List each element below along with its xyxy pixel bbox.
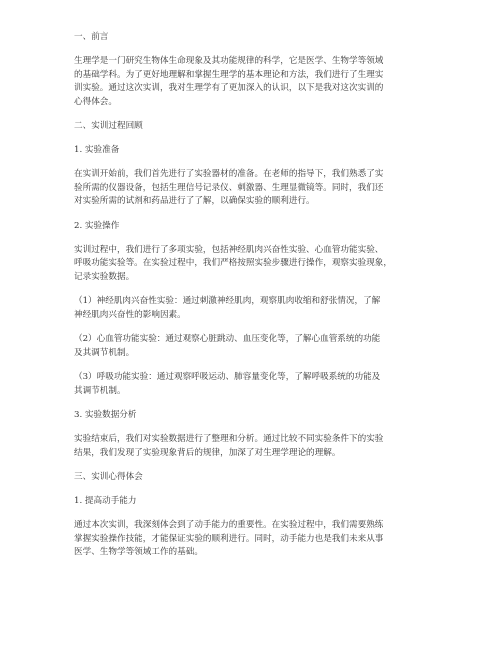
- paragraph-preface: 生理学是一门研究生物体生命现象及其功能规律的科学，它是医学、生物学等领域 的基础学科。为了更好地理解和掌握生理学的基本理论和方法，我们进行了生理实 训实验。通过这次实训，我对生理学有了更加深入的认识，以下是我对这次实训的 心得体会。: [74, 56, 384, 107]
- list-item-neuromuscular: （1）神经肌肉兴奋性实验：通过刺激神经肌肉，观察肌肉收缩和舒张情况，了解 神经肌肉兴奋性的影响因素。: [74, 296, 381, 320]
- subheading-hands-on: 1. 提高动手能力: [74, 496, 137, 506]
- paragraph-data-analysis: 实验结束后，我们对实验数据进行了整理和分析。通过比较不同实验条件下的实验 结果，我们发现了实验现象背后的规律，加深了对生理学理论的理解。: [74, 434, 384, 458]
- paragraph-operation: 实训过程中，我们进行了多项实验，包括神经肌肉兴奋性实验、心血管功能实验、 呼吸功能实验等。在实验过程中，我们严格按照实验步骤进行操作，观察实验现象， 记录实验数据。: [74, 244, 392, 282]
- section-heading-preface: 一、前言: [74, 32, 109, 42]
- paragraph-hands-on: 通过本次实训，我深刻体会到了动手能力的重要性。在实验过程中，我们需要熟练 掌握实验操作技能，才能保证实验的顺利进行。同时，动手能力也是我们未来从事 医学、生物学等领域工作的基础。: [74, 520, 384, 557]
- subheading-data-analysis: 3. 实验数据分析: [74, 410, 137, 420]
- section-heading-insights: 三、实训心得体会: [74, 472, 143, 482]
- section-heading-review: 二、实训过程回顾: [74, 121, 143, 131]
- subheading-operation: 2. 实验操作: [74, 220, 120, 231]
- list-item-respiratory: （3）呼吸功能实验：通过观察呼吸运动、肺容量变化等，了解呼吸系统的功能及 其调节机制。: [74, 372, 381, 396]
- list-item-cardiovascular: （2）心血管功能实验：通过观察心脏跳动、血压变化等，了解心血管系统的功能 及其调节机制。: [74, 334, 381, 358]
- subheading-preparation: 1. 实验准备: [74, 145, 120, 155]
- paragraph-preparation: 在实训开始前，我们首先进行了实验器材的准备。在老师的指导下，我们熟悉了实 验所需的仪器设备，包括生理信号记录仪、刺激器、生理显微镜等。同时，我们还 对实验所需的试剂和药品进行了了解，以确保实验的顺利进行。: [74, 169, 384, 206]
